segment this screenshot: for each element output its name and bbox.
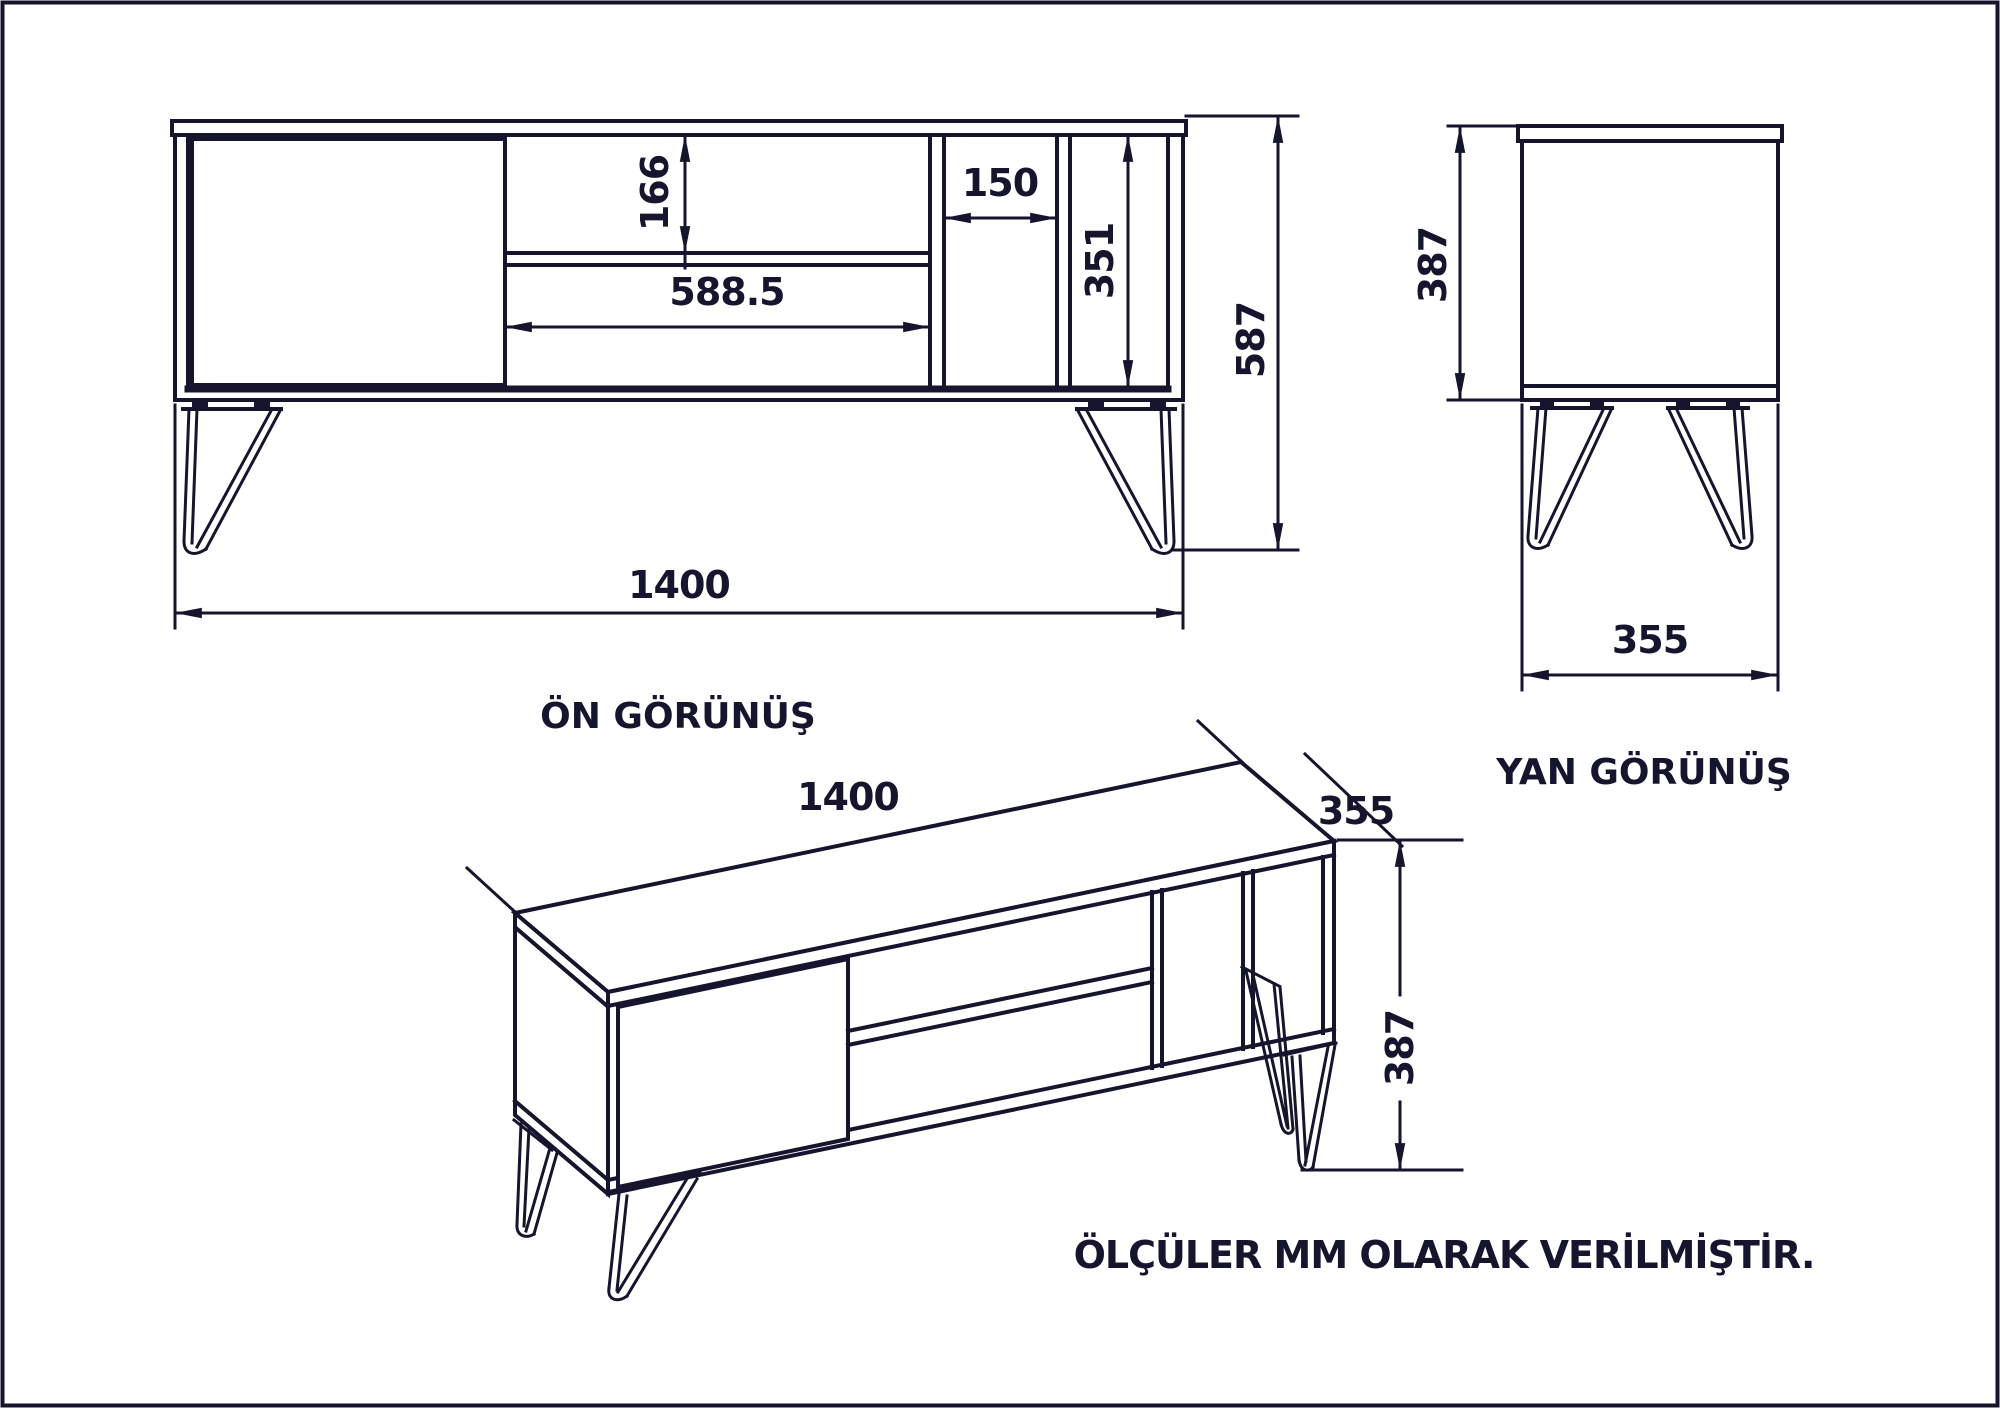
side-bottom-panel — [1522, 386, 1778, 400]
front-dim-150-label: 150 — [961, 161, 1039, 205]
front-dim-588-label: 588.5 — [669, 270, 785, 314]
front-dim-1400 — [175, 405, 1183, 628]
front-dim-150 — [944, 161, 1057, 218]
iso-leader-width-left — [467, 868, 514, 911]
front-view-title: ÖN GÖRÜNÜŞ — [540, 696, 816, 737]
front-view — [172, 116, 1298, 737]
front-dim-166-label: 166 — [633, 154, 677, 232]
side-view — [1411, 126, 1792, 793]
side-dim-387 — [1411, 126, 1522, 400]
front-dim-166 — [633, 135, 685, 268]
units-note: ÖLÇÜLER MM OLARAK VERİLMİŞTİR. — [1073, 1233, 1815, 1277]
front-left-side-panel — [175, 135, 188, 400]
side-panels — [1522, 141, 1778, 400]
side-dim-387-label: 387 — [1411, 226, 1455, 304]
front-right-leg — [1077, 401, 1175, 553]
front-left-leg — [183, 401, 281, 553]
isometric-view — [467, 721, 1462, 1300]
front-dim-1400-label: 1400 — [628, 563, 730, 607]
side-top-panel — [1518, 126, 1782, 141]
front-divider-1 — [930, 135, 944, 387]
front-dim-351-label: 351 — [1078, 222, 1122, 300]
iso-dim-387-label: 387 — [1378, 1009, 1422, 1087]
iso-dim-1400-label: 1400 — [797, 775, 899, 819]
front-dim-587-label: 587 — [1229, 301, 1273, 379]
front-right-side-panel — [1168, 135, 1183, 400]
front-dim-587 — [1172, 116, 1298, 550]
front-shelf — [505, 253, 930, 265]
front-divider-2 — [1057, 135, 1070, 387]
side-view-title: YAN GÖRÜNÜŞ — [1496, 752, 1792, 793]
side-dim-355-label: 355 — [1611, 618, 1689, 662]
front-dim-351 — [1078, 135, 1128, 387]
iso-dim-355-label: 355 — [1317, 789, 1395, 833]
side-left-leg — [1528, 400, 1612, 548]
front-door — [192, 139, 505, 385]
side-right-leg — [1668, 400, 1752, 548]
front-top-panel — [172, 121, 1186, 135]
front-dim-588 — [505, 270, 930, 327]
iso-leader-width-right — [1198, 721, 1242, 762]
